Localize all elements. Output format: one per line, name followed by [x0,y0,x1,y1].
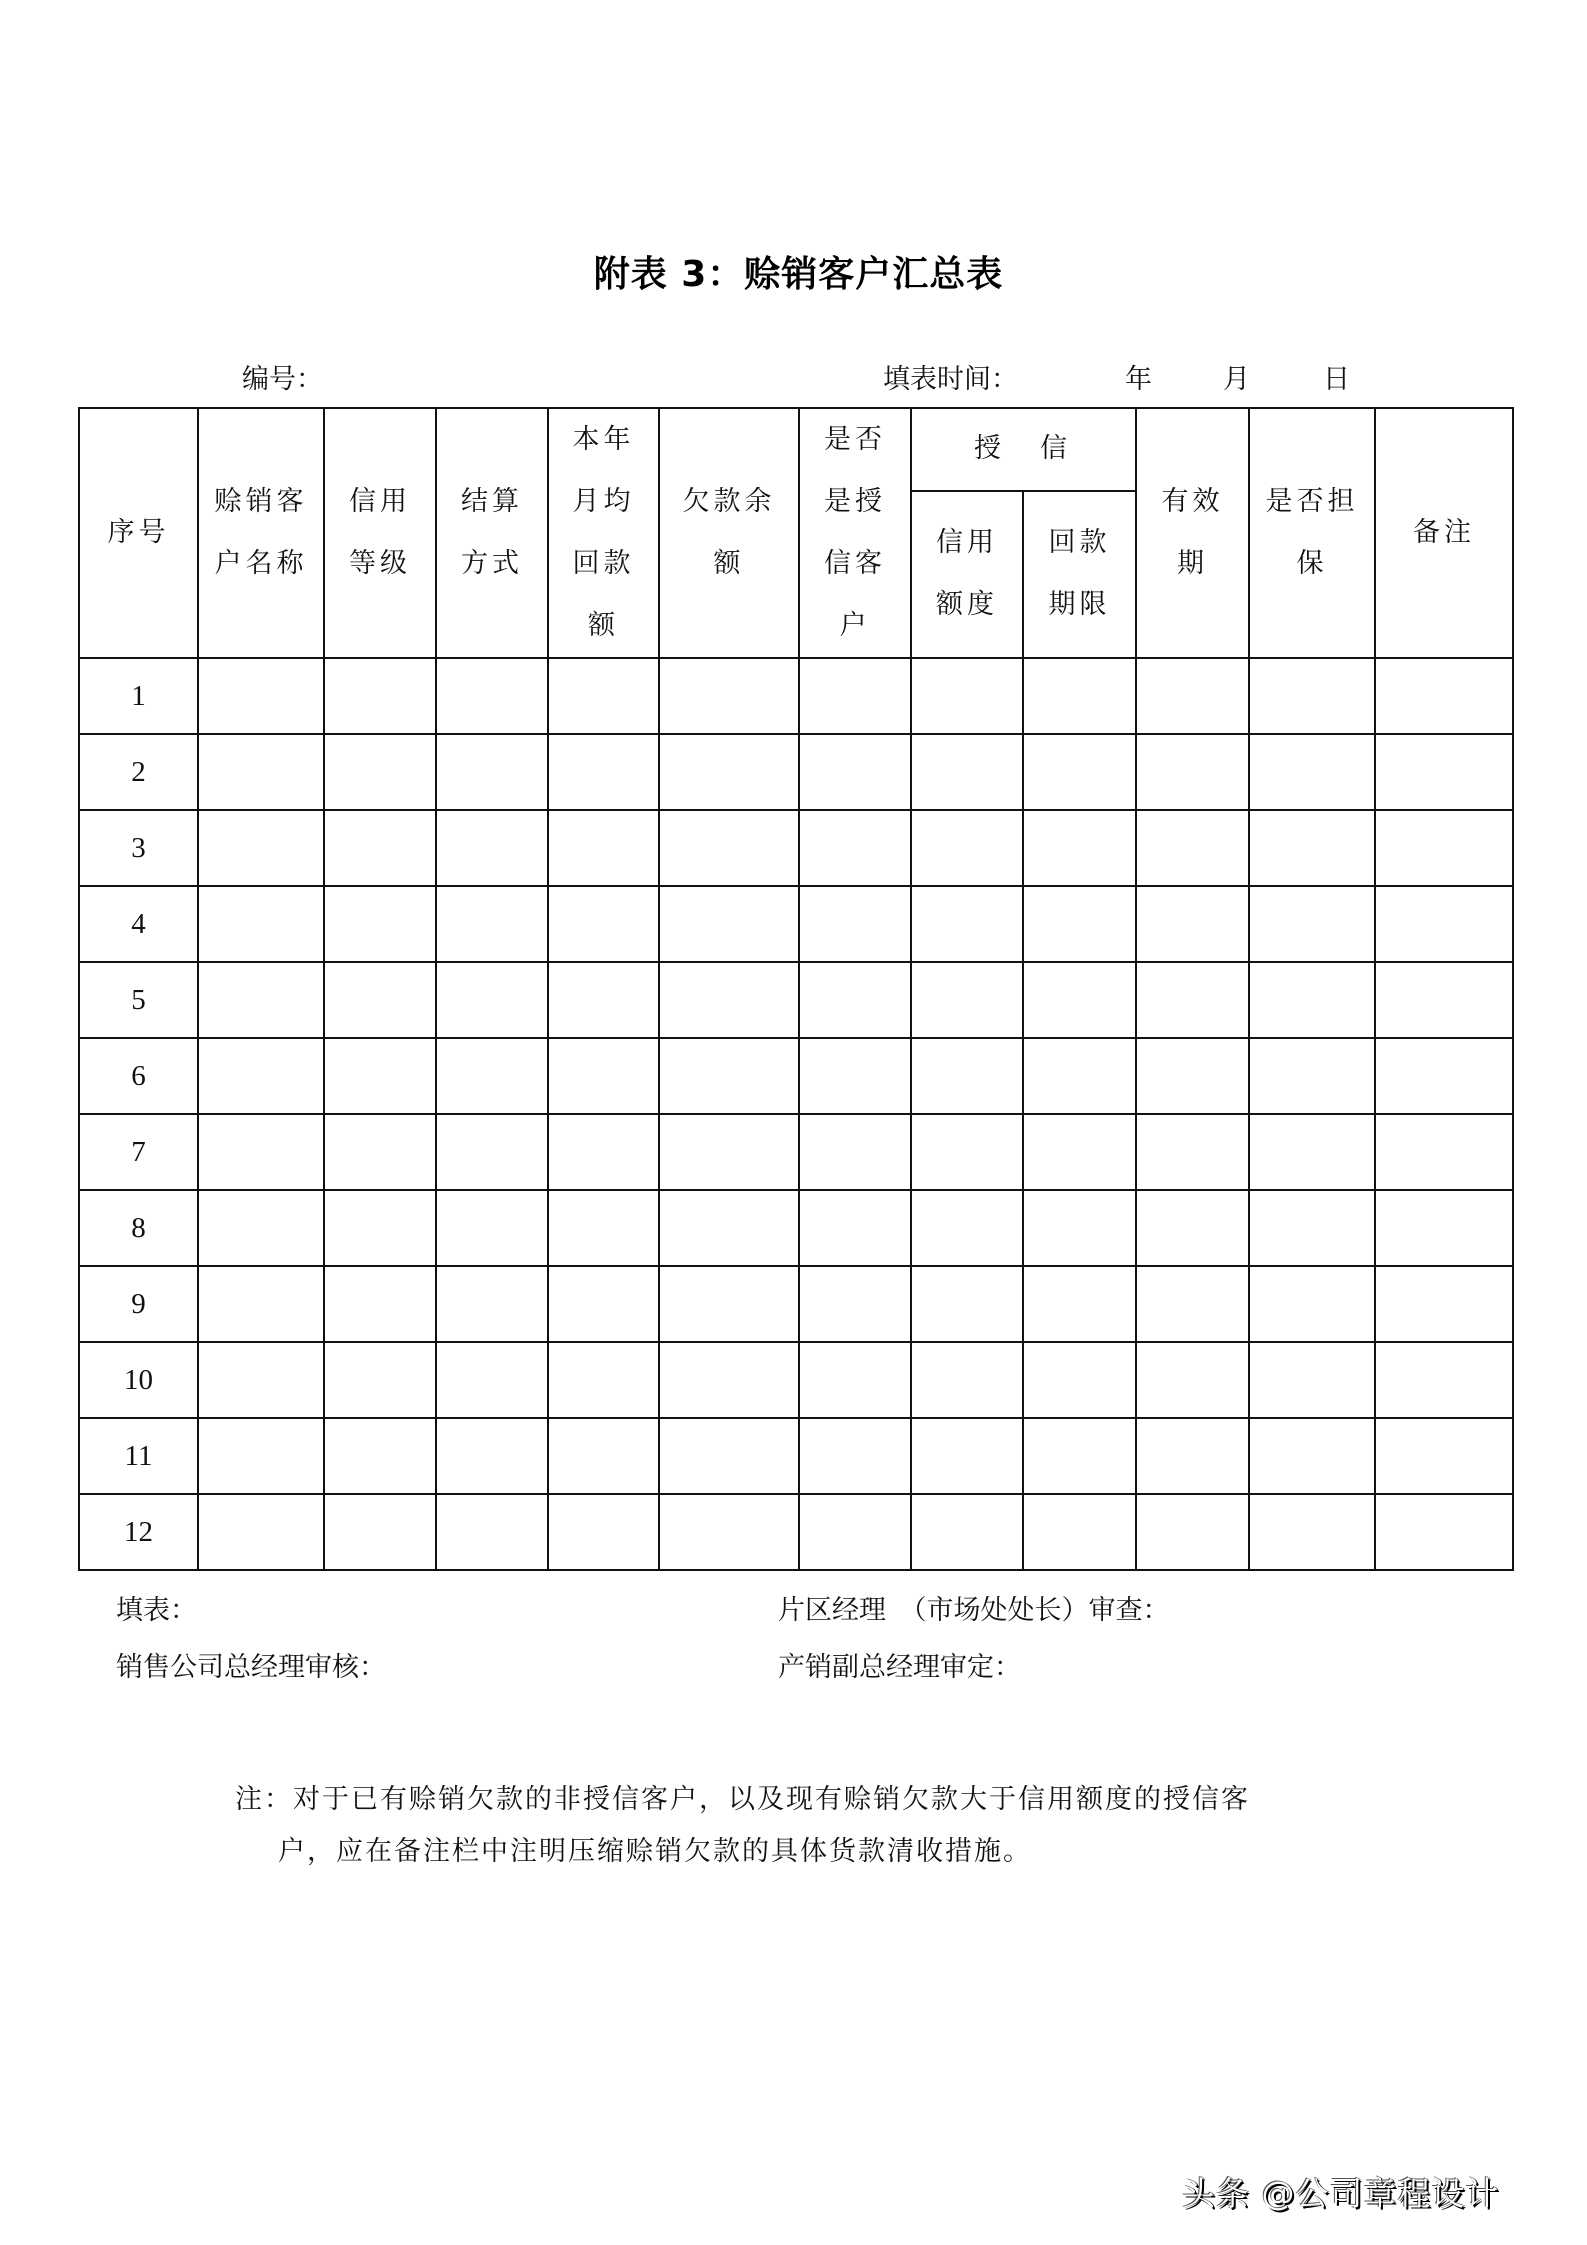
row-seq: 10 [79,1342,198,1418]
cell-outstanding-balance[interactable] [659,1190,799,1266]
cell-is-credit-customer[interactable] [799,1114,911,1190]
cell-outstanding-balance[interactable] [659,1342,799,1418]
cell-is-credit-customer[interactable] [799,886,911,962]
cell-credit-limit[interactable] [911,1418,1023,1494]
cell-customer-name[interactable] [198,1114,324,1190]
cell-payment-term[interactable] [1023,1038,1136,1114]
cell-settlement-method[interactable] [436,1114,548,1190]
header-guaranteed: 是否担保 [1249,408,1375,658]
cell-credit-grade[interactable] [324,1190,436,1266]
cell-credit-grade[interactable] [324,962,436,1038]
row-seq: 5 [79,962,198,1038]
cell-guaranteed[interactable] [1249,1266,1375,1342]
table-row [79,1418,1513,1494]
cell-credit-limit[interactable] [911,1266,1023,1342]
cell-validity[interactable] [1136,886,1249,962]
cell-monthly-avg-payment[interactable] [548,1494,659,1570]
cell-remarks[interactable] [1375,1418,1513,1494]
header-credit-group: 授 信 [911,408,1136,491]
note-line-2: 户，应在备注栏中注明压缩赊销欠款的具体货款清收措施。 [278,1836,1032,1867]
credit-sales-customer-table [78,407,1514,1571]
cell-is-credit-customer[interactable] [799,734,911,810]
cell-is-credit-customer[interactable] [799,658,911,734]
cell-monthly-avg-payment[interactable] [548,658,659,734]
header-remarks: 备注 [1375,408,1513,658]
header-outstanding-balance: 欠款余额 [659,408,799,658]
cell-is-credit-customer[interactable] [799,1494,911,1570]
cell-payment-term[interactable] [1023,810,1136,886]
cell-customer-name[interactable] [198,810,324,886]
cell-settlement-method[interactable] [436,1266,548,1342]
cell-payment-term[interactable] [1023,1418,1136,1494]
cell-credit-limit[interactable] [911,734,1023,810]
cell-credit-limit[interactable] [911,1038,1023,1114]
table-row [79,1190,1513,1266]
cell-monthly-avg-payment[interactable] [548,810,659,886]
cell-validity[interactable] [1136,1190,1249,1266]
cell-remarks[interactable] [1375,658,1513,734]
cell-guaranteed[interactable] [1249,1190,1375,1266]
cell-monthly-avg-payment[interactable] [548,734,659,810]
cell-is-credit-customer[interactable] [799,1038,911,1114]
row-seq: 9 [79,1266,198,1342]
row-seq: 11 [79,1418,198,1494]
fill-date-label: 填表时间： [883,364,1018,395]
cell-monthly-avg-payment[interactable] [548,1190,659,1266]
row-seq: 7 [79,1114,198,1190]
cell-payment-term[interactable] [1023,1190,1136,1266]
header-is-credit-customer: 是否是授信客户 [799,408,911,658]
cell-outstanding-balance[interactable] [659,1418,799,1494]
cell-credit-limit[interactable] [911,1190,1023,1266]
cell-monthly-avg-payment[interactable] [548,1266,659,1342]
cell-settlement-method[interactable] [436,1494,548,1570]
cell-customer-name[interactable] [198,1418,324,1494]
cell-outstanding-balance[interactable] [659,734,799,810]
cell-credit-grade[interactable] [324,1038,436,1114]
cell-is-credit-customer[interactable] [799,1190,911,1266]
cell-guaranteed[interactable] [1249,734,1375,810]
cell-is-credit-customer[interactable] [799,1342,911,1418]
table-row [79,1114,1513,1190]
cell-credit-grade[interactable] [324,1114,436,1190]
cell-credit-grade[interactable] [324,1494,436,1570]
cell-settlement-method[interactable] [436,962,548,1038]
cell-remarks[interactable] [1375,1266,1513,1342]
cell-payment-term[interactable] [1023,1494,1136,1570]
cell-credit-limit[interactable] [911,1494,1023,1570]
cell-credit-limit[interactable] [911,1342,1023,1418]
header-payment-term: 回款期限 [1023,491,1136,658]
row-seq: 2 [79,734,198,810]
cell-remarks[interactable] [1375,886,1513,962]
cell-credit-limit[interactable] [911,658,1023,734]
cell-guaranteed[interactable] [1249,886,1375,962]
cell-guaranteed[interactable] [1249,1342,1375,1418]
cell-customer-name[interactable] [198,962,324,1038]
cell-credit-grade[interactable] [324,886,436,962]
cell-outstanding-balance[interactable] [659,886,799,962]
cell-validity[interactable] [1136,810,1249,886]
cell-credit-limit[interactable] [911,962,1023,1038]
cell-credit-grade[interactable] [324,1266,436,1342]
cell-is-credit-customer[interactable] [799,810,911,886]
table-row [79,734,1513,810]
cell-outstanding-balance[interactable] [659,1494,799,1570]
day-label: 日 [1323,364,1350,395]
header-credit-grade: 信用等级 [324,408,436,658]
cell-monthly-avg-payment[interactable] [548,886,659,962]
cell-credit-grade[interactable] [324,810,436,886]
cell-validity[interactable] [1136,1494,1249,1570]
cell-payment-term[interactable] [1023,962,1136,1038]
cell-customer-name[interactable] [198,1038,324,1114]
cell-settlement-method[interactable] [436,734,548,810]
cell-customer-name[interactable] [198,886,324,962]
cell-guaranteed[interactable] [1249,962,1375,1038]
cell-settlement-method[interactable] [436,1342,548,1418]
row-seq: 4 [79,886,198,962]
cell-validity[interactable] [1136,658,1249,734]
vp-approval-label: 产销副总经理审定： [778,1652,1021,1683]
cell-credit-grade[interactable] [324,734,436,810]
cell-remarks[interactable] [1375,810,1513,886]
cell-customer-name[interactable] [198,658,324,734]
cell-settlement-method[interactable] [436,886,548,962]
table-row [79,810,1513,886]
cell-settlement-method[interactable] [436,658,548,734]
cell-monthly-avg-payment[interactable] [548,1038,659,1114]
cell-settlement-method[interactable] [436,810,548,886]
cell-monthly-avg-payment[interactable] [548,1418,659,1494]
cell-credit-grade[interactable] [324,1418,436,1494]
cell-outstanding-balance[interactable] [659,810,799,886]
cell-payment-term[interactable] [1023,886,1136,962]
cell-customer-name[interactable] [198,734,324,810]
header-validity: 有效期 [1136,408,1249,658]
cell-validity[interactable] [1136,734,1249,810]
cell-remarks[interactable] [1375,1190,1513,1266]
cell-guaranteed[interactable] [1249,658,1375,734]
table-row [79,962,1513,1038]
cell-payment-term[interactable] [1023,1342,1136,1418]
cell-guaranteed[interactable] [1249,1418,1375,1494]
cell-credit-grade[interactable] [324,658,436,734]
header-seq: 序号 [79,408,198,658]
cell-guaranteed[interactable] [1249,1038,1375,1114]
cell-remarks[interactable] [1375,1038,1513,1114]
cell-credit-limit[interactable] [911,810,1023,886]
table-row [79,658,1513,734]
cell-is-credit-customer[interactable] [799,1266,911,1342]
cell-outstanding-balance[interactable] [659,962,799,1038]
cell-payment-term[interactable] [1023,1114,1136,1190]
table-row [79,1494,1513,1570]
cell-validity[interactable] [1136,1114,1249,1190]
header-monthly-avg-payment: 本年月均回款额 [548,408,659,658]
cell-is-credit-customer[interactable] [799,1418,911,1494]
cell-validity[interactable] [1136,962,1249,1038]
cell-outstanding-balance[interactable] [659,1266,799,1342]
table-row [79,1266,1513,1342]
cell-outstanding-balance[interactable] [659,658,799,734]
cell-remarks[interactable] [1375,1114,1513,1190]
filler-signature-label: 填表： [116,1595,197,1626]
cell-settlement-method[interactable] [436,1190,548,1266]
table-row [79,1342,1513,1418]
header-credit-limit: 信用额度 [911,491,1023,658]
cell-outstanding-balance[interactable] [659,1038,799,1114]
cell-remarks[interactable] [1375,1494,1513,1570]
cell-payment-term[interactable] [1023,1266,1136,1342]
cell-customer-name[interactable] [198,1494,324,1570]
cell-validity[interactable] [1136,1418,1249,1494]
cell-payment-term[interactable] [1023,734,1136,810]
cell-guaranteed[interactable] [1249,1114,1375,1190]
cell-monthly-avg-payment[interactable] [548,1114,659,1190]
row-seq: 3 [79,810,198,886]
sales-gm-review-label: 销售公司总经理审核： [116,1652,386,1683]
row-seq: 1 [79,658,198,734]
number-label: 编号： [242,364,323,395]
cell-outstanding-balance[interactable] [659,1114,799,1190]
cell-guaranteed[interactable] [1249,1494,1375,1570]
month-label: 月 [1223,364,1250,395]
cell-is-credit-customer[interactable] [799,962,911,1038]
cell-remarks[interactable] [1375,1342,1513,1418]
cell-credit-limit[interactable] [911,1114,1023,1190]
regional-manager-review-label: 片区经理 （市场处处长）审查： [778,1595,1170,1626]
document-title: 附表 3：赊销客户汇总表 [593,254,1004,295]
cell-payment-term[interactable] [1023,658,1136,734]
table-row [79,886,1513,962]
cell-validity[interactable] [1136,1342,1249,1418]
note-line-1: 注：对于已有赊销欠款的非授信客户，以及现有赊销欠款大于信用额度的授信客 [235,1784,1250,1815]
cell-settlement-method[interactable] [436,1418,548,1494]
header-settlement-method: 结算方式 [436,408,548,658]
cell-monthly-avg-payment[interactable] [548,962,659,1038]
cell-credit-grade[interactable] [324,1342,436,1418]
header-customer-name: 赊销客户名称 [198,408,324,658]
cell-validity[interactable] [1136,1266,1249,1342]
row-seq: 6 [79,1038,198,1114]
year-label: 年 [1125,364,1152,395]
row-seq: 8 [79,1190,198,1266]
cell-settlement-method[interactable] [436,1038,548,1114]
cell-validity[interactable] [1136,1038,1249,1114]
row-seq: 12 [79,1494,198,1570]
cell-credit-limit[interactable] [911,886,1023,962]
cell-customer-name[interactable] [198,1266,324,1342]
cell-remarks[interactable] [1375,962,1513,1038]
table-row [79,1038,1513,1114]
cell-monthly-avg-payment[interactable] [548,1342,659,1418]
cell-customer-name[interactable] [198,1342,324,1418]
cell-guaranteed[interactable] [1249,810,1375,886]
cell-remarks[interactable] [1375,734,1513,810]
watermark: 头条 @公司章程设计 [1182,2174,1500,2213]
cell-customer-name[interactable] [198,1190,324,1266]
